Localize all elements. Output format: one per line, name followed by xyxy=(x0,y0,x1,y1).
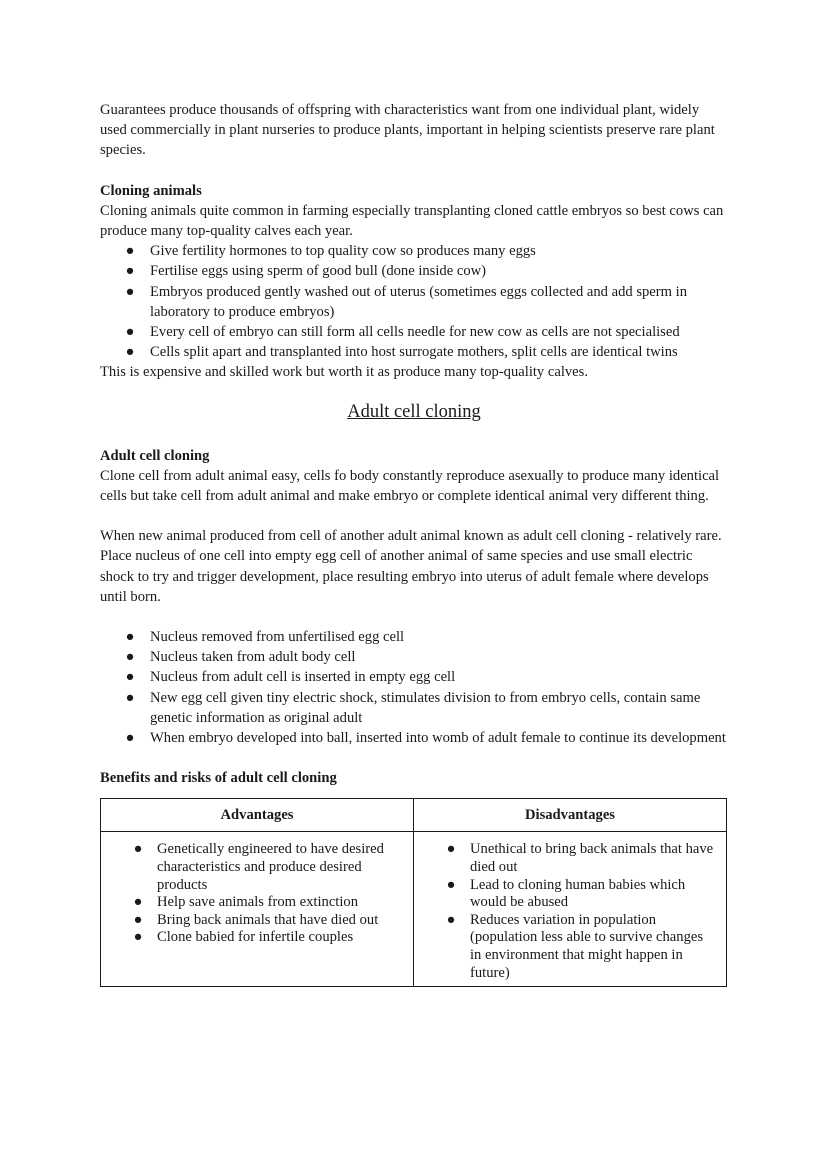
list-item: ● Fertilise eggs using sperm of good bull (done inside cow) xyxy=(100,261,728,281)
cloning-animals-heading: Cloning animals xyxy=(100,182,202,199)
disadvantages-cell xyxy=(414,832,727,987)
list-item: ● When embryo developed into ball, inserted into womb of adult female to continue its development xyxy=(100,728,728,748)
list-item: ● New egg cell given tiny electric shock, stimulates division to from embryo cells, contain same genetic information as original adult xyxy=(125,689,701,726)
cloning-animals-closing: This is expensive and skilled work but worth it as produce many top-quality calves. xyxy=(100,364,588,381)
list-item: ● Bring back animals that have died out xyxy=(133,911,379,928)
list-item: ● Give fertility hormones to top quality cow so produces many eggs xyxy=(100,241,728,261)
bullet-icon: ● xyxy=(125,324,135,341)
disadvantages-list xyxy=(414,841,726,982)
bullet-icon: ● xyxy=(125,669,135,686)
list-item: ● Cells split apart and transplanted into host surrogate mothers, split cells are identical twins xyxy=(100,342,728,362)
section-title: Adult cell cloning xyxy=(347,401,481,422)
benefits-risks-heading: Benefits and risks of adult cell cloning xyxy=(100,770,337,787)
list-item: ● Nucleus removed from unfertilised egg cell xyxy=(100,627,728,647)
advantages-header: Advantages xyxy=(101,799,414,832)
bullet-icon: ● xyxy=(133,841,143,858)
bullet-icon: ● xyxy=(133,894,143,911)
list-item: ● Nucleus taken from adult body cell xyxy=(100,647,728,667)
bullet-icon: ● xyxy=(125,283,135,300)
table-row xyxy=(101,832,727,987)
cloning-animals-paragraph: Cloning animals quite common in farming especially transplanting cloned cattle embryos so best cows can produce many top-quality calves each year. xyxy=(100,202,724,240)
list-item: ● Every cell of embryo can still form all cells needle for new cow as cells are not specialised xyxy=(100,322,728,342)
bullet-icon: ● xyxy=(125,629,135,646)
bullet-icon: ● xyxy=(125,263,135,280)
bullet-icon: ● xyxy=(446,841,456,858)
table-header-row xyxy=(101,799,727,832)
list-item: ● Genetically engineered to have desired characteristics and produce desired products xyxy=(133,841,384,893)
list-item: ● Nucleus from adult cell is inserted in empty egg cell xyxy=(100,667,728,687)
disadvantages-header: Disadvantages xyxy=(414,799,727,832)
adult-cell-cloning-list xyxy=(100,627,728,748)
list-item: ● Unethical to bring back animals that have died out xyxy=(446,841,714,876)
list-item: ● Reduces variation in population (population less able to survive changes in environment that might happen in future) xyxy=(446,911,704,981)
bullet-icon: ● xyxy=(133,929,143,946)
bullet-icon: ● xyxy=(133,911,143,928)
advantages-list xyxy=(101,841,413,947)
bullet-icon: ● xyxy=(125,243,135,260)
benefits-risks-table xyxy=(100,798,727,987)
document-page xyxy=(100,100,728,987)
list-item: ● Help save animals from extinction xyxy=(133,894,359,911)
list-item: ● Clone babied for infertile couples xyxy=(133,929,354,946)
advantages-cell xyxy=(101,832,414,987)
adult-cell-cloning-paragraph-2: When new animal produced from cell of another adult animal known as adult cell cloning - relatively rare. Place nucleus of one cell into empty egg cell of another animal of same species and use small electric shock to try and trigger development, place resulting embryo into uterus of adult female where develops until born. xyxy=(100,528,722,605)
bullet-icon: ● xyxy=(446,876,456,893)
bullet-icon: ● xyxy=(125,344,135,361)
bullet-icon: ● xyxy=(125,730,135,747)
bullet-icon: ● xyxy=(125,649,135,666)
adult-cell-cloning-heading: Adult cell cloning xyxy=(100,447,210,464)
bullet-icon: ● xyxy=(125,689,135,706)
list-item: ● Embryos produced gently washed out of uterus (sometimes eggs collected and add sperm in laboratory to produce embryos) xyxy=(125,283,687,320)
intro-paragraph: Guarantees produce thousands of offspring with characteristics want from one individual plant, widely used commercially in plant nurseries to produce plants, important in helping scientists preserve rare plant species. xyxy=(100,102,715,159)
adult-cell-cloning-paragraph-1: Clone cell from adult animal easy, cells fo body constantly reproduce asexually to produce many identical cells but take cell from adult animal and make embryo or complete identical animal very different thing. xyxy=(100,467,720,505)
list-item: ● Lead to cloning human babies which would be abused xyxy=(446,876,686,911)
cloning-animals-list xyxy=(100,241,728,362)
bullet-icon: ● xyxy=(446,911,456,928)
